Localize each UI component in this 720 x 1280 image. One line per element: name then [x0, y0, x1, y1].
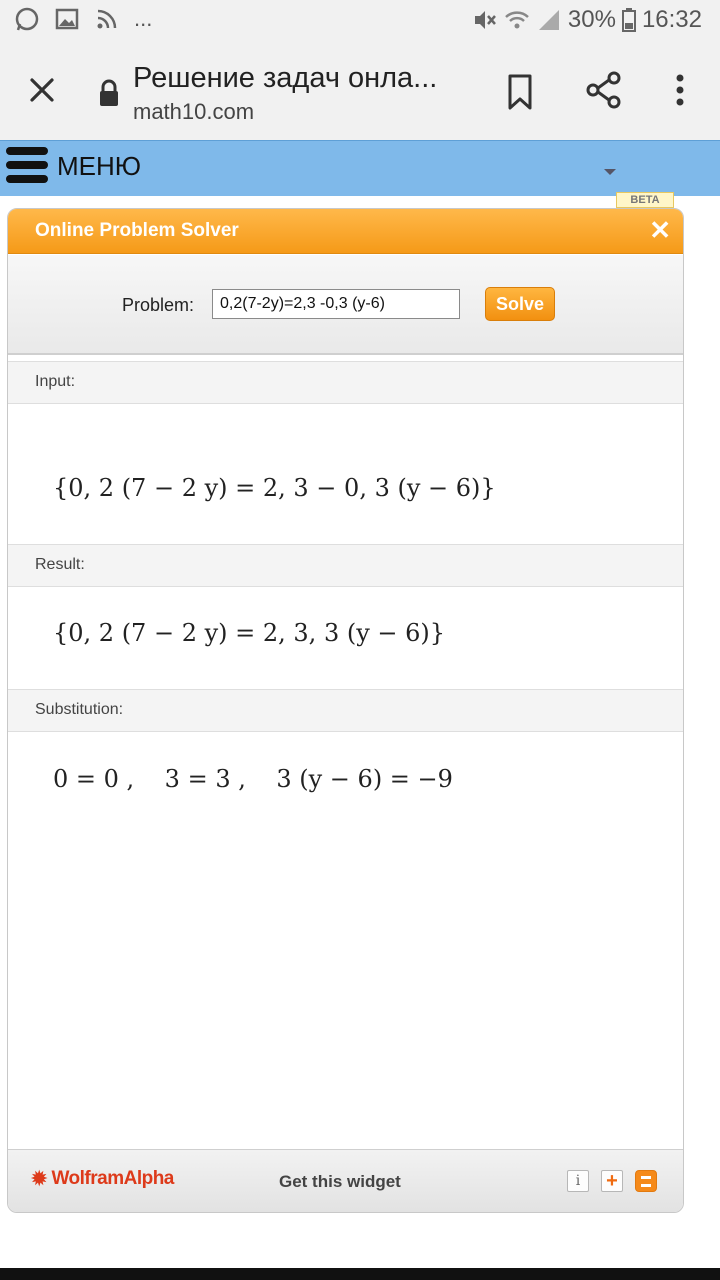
- close-tab-icon[interactable]: [24, 72, 60, 108]
- beta-badge: BETA: [616, 192, 674, 208]
- result-pod-content: {0, 2 (7 − 2 y) = 2, 3, 3 (y − 6)}: [53, 619, 446, 647]
- more-notifications: ...: [134, 6, 153, 31]
- pod-title: Result:: [35, 556, 85, 573]
- wolframalpha-logo[interactable]: [30, 1168, 174, 1190]
- status-bar: [0, 0, 720, 42]
- clock: 16:32: [641, 6, 702, 33]
- dropdown-caret-icon[interactable]: [604, 169, 616, 175]
- share-icon[interactable]: [584, 70, 624, 110]
- add-icon[interactable]: +: [601, 1170, 623, 1192]
- bookmark-icon[interactable]: [502, 72, 538, 112]
- substitution-pod-header: [8, 689, 683, 732]
- pod-title: Input:: [35, 373, 76, 390]
- widget-title: Online Problem Solver: [35, 220, 239, 241]
- result-pod-header: [8, 544, 683, 587]
- blogger-icon[interactable]: [635, 1170, 657, 1192]
- problem-input[interactable]: [212, 289, 460, 319]
- problem-row: [8, 255, 683, 355]
- wolfram-star-icon: ✹: [30, 1166, 49, 1191]
- wifi-icon: [504, 7, 530, 33]
- pod-title: Substitution:: [35, 701, 124, 718]
- get-widget-link[interactable]: Get this widget: [279, 1172, 401, 1191]
- hamburger-menu-icon[interactable]: [6, 147, 50, 191]
- notification-icons: [14, 6, 152, 32]
- input-pod-content: {0, 2 (7 − 2 y) = 2, 3 − 0, 3 (y − 6)}: [53, 474, 496, 502]
- whatsapp-icon: [14, 6, 40, 32]
- image-icon: [54, 6, 80, 32]
- substitution-pod-content: 0 = 0 , 3 = 3 , 3 (y − 6) = −9: [53, 765, 453, 793]
- problem-label: Problem:: [122, 295, 195, 315]
- signal-icon: [536, 7, 562, 33]
- input-pod-header: [8, 361, 683, 404]
- more-options-icon[interactable]: [666, 70, 694, 110]
- problem-solver-widget: [7, 208, 684, 1213]
- site-menu-bar[interactable]: [0, 140, 720, 196]
- page-title[interactable]: Решение задач онла...: [133, 62, 438, 94]
- battery-percent: 30%: [567, 6, 616, 33]
- solve-button[interactable]: Solve: [485, 287, 555, 321]
- info-icon[interactable]: i: [567, 1170, 589, 1192]
- browser-toolbar: [0, 42, 720, 140]
- lock-icon: [96, 78, 122, 108]
- widget-close-icon[interactable]: ✕: [649, 215, 671, 245]
- bottom-ad-strip: [0, 1268, 720, 1280]
- menu-label[interactable]: МЕНЮ: [57, 151, 142, 181]
- url-domain[interactable]: math10.com: [133, 99, 255, 124]
- system-icons: [472, 6, 702, 34]
- wolfram-brand: WolframAlpha: [51, 1168, 174, 1189]
- widget-footer: [8, 1149, 683, 1213]
- widget-header: [8, 209, 683, 254]
- battery-icon: [622, 8, 636, 32]
- rss-icon: [94, 6, 120, 32]
- mute-icon: [472, 7, 498, 33]
